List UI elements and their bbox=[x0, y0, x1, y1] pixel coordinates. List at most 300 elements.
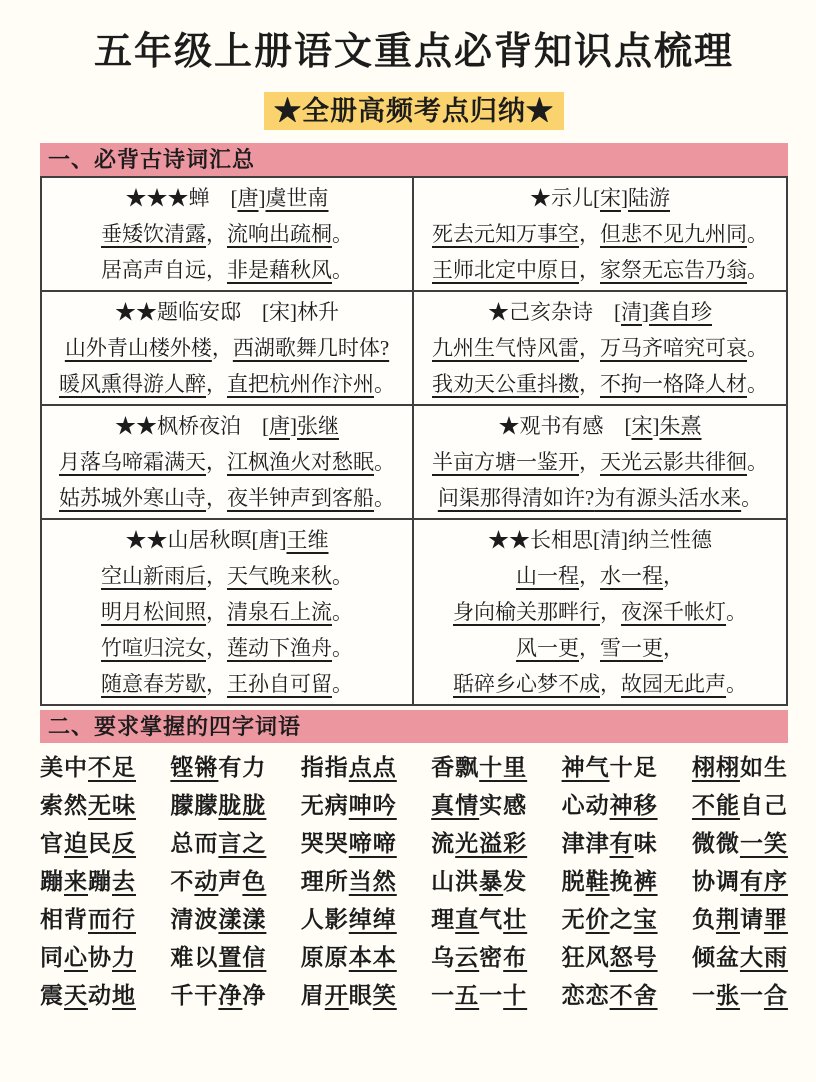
underlined-text: 力 bbox=[112, 945, 136, 970]
plain-text: 味 bbox=[633, 831, 658, 856]
plain-text: ， bbox=[579, 222, 600, 246]
underlined-text: 唐 bbox=[237, 186, 259, 210]
underlined-text: 张继 bbox=[297, 414, 339, 438]
underlined-text: 净 bbox=[218, 983, 243, 1008]
plain-text: 一 bbox=[479, 983, 504, 1008]
underlined-text: 价 bbox=[585, 907, 610, 932]
underlined-text: 天气晚来秋 bbox=[227, 564, 332, 588]
underlined-text: 天 bbox=[64, 983, 88, 1008]
underlined-text: 江枫渔火对愁眠 bbox=[227, 450, 374, 474]
plain-text: 。 bbox=[332, 222, 353, 246]
plain-text: ， bbox=[206, 486, 227, 510]
plain-text: ★观书有感 [ bbox=[498, 414, 632, 438]
poem-line bbox=[46, 330, 408, 366]
plain-text: 。 bbox=[374, 372, 395, 396]
word-item bbox=[170, 977, 266, 1015]
word-item bbox=[170, 939, 266, 977]
word-item bbox=[562, 825, 658, 863]
underlined-text: 十 bbox=[503, 983, 528, 1008]
word-grid bbox=[40, 749, 788, 1015]
plain-text: 清波 bbox=[170, 907, 219, 932]
plain-text: 。 bbox=[374, 450, 395, 474]
word-item bbox=[301, 863, 397, 901]
plain-text: 居高声自远， bbox=[101, 258, 227, 282]
underlined-text: 暴 bbox=[479, 869, 504, 894]
plain-text: 自己 bbox=[739, 793, 788, 818]
underlined-text: 万马齐喑究可哀 bbox=[600, 336, 747, 360]
plain-text: 。 bbox=[332, 672, 353, 696]
plain-text: 挽 bbox=[609, 869, 634, 894]
page-title: 五年级上册语文重点必背知识点梳理 bbox=[93, 31, 734, 73]
word-item bbox=[170, 825, 266, 863]
poem-line bbox=[46, 444, 408, 480]
underlined-text: 地 bbox=[112, 983, 136, 1008]
plain-text: ， bbox=[211, 336, 233, 360]
underlined-text: 死去元知万事空 bbox=[432, 222, 579, 246]
underlined-text: 五 bbox=[455, 983, 480, 1008]
poem-table bbox=[40, 176, 788, 706]
plain-text: ， bbox=[579, 564, 600, 588]
plain-text: 有力 bbox=[218, 755, 267, 780]
word-item bbox=[431, 787, 527, 825]
word-item bbox=[431, 977, 527, 1015]
plain-text: 十足 bbox=[609, 755, 658, 780]
plain-text: ★★山居秋暝[唐] bbox=[125, 528, 287, 552]
plain-text: 原原 bbox=[300, 945, 349, 970]
underlined-text: 笑 bbox=[372, 983, 397, 1008]
underlined-text: 夜深千帐灯 bbox=[621, 600, 726, 624]
poem-line bbox=[46, 252, 408, 288]
plain-text: 微微 bbox=[691, 831, 740, 856]
plain-text: 。 bbox=[747, 336, 768, 360]
poem-title bbox=[46, 522, 408, 558]
word-item bbox=[40, 901, 136, 939]
word-item bbox=[562, 787, 658, 825]
poem-title bbox=[418, 522, 782, 558]
word-item bbox=[40, 863, 136, 901]
poem-line bbox=[46, 630, 408, 666]
plain-text: 一 bbox=[691, 983, 716, 1008]
poem-cell bbox=[414, 178, 786, 292]
plain-text: ] bbox=[258, 186, 266, 210]
plain-text: ， bbox=[579, 636, 600, 660]
word-item bbox=[562, 901, 658, 939]
poem-line bbox=[418, 594, 782, 630]
plain-text: 动 bbox=[88, 983, 112, 1008]
plain-text: 人影 bbox=[300, 907, 349, 932]
plain-text: 。 bbox=[726, 600, 747, 624]
underlined-text: 身向榆关那畔行 bbox=[453, 600, 600, 624]
underlined-text: 点点 bbox=[348, 755, 397, 780]
plain-text: 朦朦 bbox=[170, 793, 219, 818]
poem-cell bbox=[42, 292, 414, 406]
plain-text: ， bbox=[206, 636, 227, 660]
word-row bbox=[40, 977, 788, 1015]
underlined-text: 月落乌啼霜满天 bbox=[59, 450, 206, 474]
underlined-text: 呻吟 bbox=[348, 793, 397, 818]
underlined-text: 十里 bbox=[479, 755, 528, 780]
word-item bbox=[40, 939, 136, 977]
underlined-text: 天光云影共徘徊 bbox=[600, 450, 747, 474]
word-item bbox=[431, 863, 527, 901]
word-item bbox=[431, 901, 527, 939]
word-item bbox=[562, 863, 658, 901]
plain-text: 脱 bbox=[561, 869, 586, 894]
poem-line bbox=[418, 558, 782, 594]
poem-line bbox=[418, 444, 782, 480]
underlined-text: 壮 bbox=[503, 907, 528, 932]
underlined-text: 直把杭州作汴州 bbox=[227, 372, 374, 396]
underlined-text: 光溢彩 bbox=[455, 831, 528, 856]
underlined-text: 去 bbox=[112, 869, 136, 894]
plain-text: 蹦 bbox=[88, 869, 112, 894]
underlined-text: 漾漾 bbox=[218, 907, 267, 932]
underlined-text: 王维 bbox=[286, 528, 329, 552]
plain-text: 蹦 bbox=[40, 869, 64, 894]
underlined-text: 不舍 bbox=[609, 983, 658, 1008]
plain-text: 协 bbox=[88, 945, 112, 970]
underlined-text: 我劝天公重抖擞 bbox=[432, 372, 579, 396]
underlined-text: 神移 bbox=[609, 793, 658, 818]
word-row bbox=[40, 787, 788, 825]
word-item bbox=[692, 901, 788, 939]
underlined-text: 暖风熏得游人醉 bbox=[59, 372, 206, 396]
underlined-text: 开 bbox=[324, 983, 349, 1008]
plain-text: 请 bbox=[739, 907, 764, 932]
plain-text: 理所 bbox=[300, 869, 349, 894]
plain-text: 发 bbox=[503, 869, 528, 894]
underlined-text: 心 bbox=[64, 945, 88, 970]
word-item bbox=[301, 977, 397, 1015]
plain-text: ， bbox=[579, 336, 600, 360]
word-row bbox=[40, 863, 788, 901]
underlined-text: 大雨 bbox=[739, 945, 788, 970]
plain-text: 美中 bbox=[40, 755, 88, 780]
word-item bbox=[40, 787, 136, 825]
plain-text: 负 bbox=[691, 907, 716, 932]
underlined-text: 清泉石上流 bbox=[227, 600, 332, 624]
underlined-text: 真情 bbox=[431, 793, 480, 818]
plain-text: 民 bbox=[88, 831, 112, 856]
underlined-text: 张 bbox=[715, 983, 740, 1008]
word-item bbox=[431, 825, 527, 863]
plain-text: 如生 bbox=[739, 755, 788, 780]
plain-text: 恋恋 bbox=[561, 983, 610, 1008]
underlined-text: 空山新雨后 bbox=[101, 564, 206, 588]
poem-title bbox=[418, 180, 782, 216]
underlined-text: 宋 bbox=[631, 414, 653, 438]
word-item bbox=[692, 787, 788, 825]
plain-text: 索然 bbox=[40, 793, 88, 818]
word-row bbox=[40, 825, 788, 863]
underlined-text: 陆游 bbox=[628, 186, 670, 210]
plain-text: ， bbox=[206, 564, 227, 588]
plain-text: 协调 bbox=[691, 869, 740, 894]
underlined-text: 山一程 bbox=[516, 564, 579, 588]
underlined-text: 姑苏城外寒山寺 bbox=[59, 486, 206, 510]
plain-text: 。 bbox=[332, 258, 353, 282]
underlined-text: 胧胧 bbox=[218, 793, 267, 818]
plain-text: ] bbox=[652, 414, 660, 438]
word-item bbox=[692, 749, 788, 787]
word-item bbox=[40, 977, 136, 1015]
poem-cell bbox=[414, 520, 786, 704]
word-item bbox=[301, 939, 397, 977]
underlined-text: 随意春芳歇 bbox=[101, 672, 206, 696]
poem-title bbox=[46, 408, 408, 444]
plain-text: 。 bbox=[747, 222, 768, 246]
underlined-text: 王师北定中原日 bbox=[432, 258, 579, 282]
plain-text: 哭哭 bbox=[300, 831, 349, 856]
plain-text: 难以 bbox=[170, 945, 219, 970]
underlined-text: 当然 bbox=[348, 869, 397, 894]
plain-text: 实感 bbox=[479, 793, 528, 818]
plain-text: 。 bbox=[726, 672, 747, 696]
plain-text: ， bbox=[206, 672, 227, 696]
plain-text: 同 bbox=[40, 945, 64, 970]
section-2-header: 二、要求掌握的四字词语 bbox=[40, 710, 788, 743]
underlined-text: 九州生气恃风雷 bbox=[432, 336, 579, 360]
underlined-text: 明月松间照 bbox=[101, 600, 206, 624]
plain-text: 声 bbox=[218, 869, 243, 894]
plain-text: 密 bbox=[479, 945, 504, 970]
underlined-text: 有 bbox=[609, 831, 634, 856]
poem-line bbox=[418, 666, 782, 702]
plain-text: ] bbox=[621, 186, 628, 210]
underlined-text: 有序 bbox=[739, 869, 788, 894]
underlined-text: 但悲不见九州同 bbox=[600, 222, 747, 246]
worksheet-page bbox=[0, 26, 816, 1015]
plain-text: ， bbox=[579, 258, 600, 282]
underlined-text: 不拘一格降人材 bbox=[600, 372, 747, 396]
plain-text: ★己亥杂诗 [ bbox=[488, 300, 621, 324]
poem-cell bbox=[42, 178, 414, 292]
plain-text: ] bbox=[642, 300, 649, 324]
underlined-text: 宝 bbox=[633, 907, 658, 932]
word-item bbox=[692, 977, 788, 1015]
underlined-text: 竹喧归浣女 bbox=[101, 636, 206, 660]
plain-text: 。 bbox=[747, 450, 768, 474]
poem-title bbox=[418, 294, 782, 330]
underlined-text: 夜半钟声到客船 bbox=[227, 486, 374, 510]
plain-text: ， bbox=[206, 600, 227, 624]
plain-text: ， bbox=[663, 564, 684, 588]
plain-text: 流 bbox=[431, 831, 456, 856]
plain-text: 。 bbox=[332, 564, 353, 588]
page-subtitle-highlight: ★全册高频考点归纳★ bbox=[264, 92, 564, 130]
poem-line bbox=[46, 666, 408, 702]
underlined-text: 合 bbox=[763, 983, 788, 1008]
poem-title bbox=[46, 294, 408, 330]
poem-line bbox=[46, 594, 408, 630]
underlined-text: 怒号 bbox=[609, 945, 658, 970]
word-item bbox=[301, 901, 397, 939]
underlined-text: 鞋 bbox=[585, 869, 610, 894]
plain-text: 眼 bbox=[348, 983, 373, 1008]
plain-text: 震 bbox=[40, 983, 64, 1008]
plain-text: 总而 bbox=[170, 831, 219, 856]
plain-text: ★★枫桥夜泊 [ bbox=[115, 414, 269, 438]
word-item bbox=[170, 749, 266, 787]
underlined-text: 置信 bbox=[218, 945, 267, 970]
underlined-text: 风一更 bbox=[516, 636, 579, 660]
underlined-text: 反 bbox=[112, 831, 136, 856]
poem-line bbox=[418, 630, 782, 666]
underlined-text: 虞世南 bbox=[265, 186, 329, 210]
plain-text: 之 bbox=[609, 907, 634, 932]
underlined-text: 聒碎乡心梦不成 bbox=[453, 672, 600, 696]
plain-text: 净 bbox=[242, 983, 267, 1008]
word-item bbox=[692, 939, 788, 977]
plain-text: 心动 bbox=[561, 793, 610, 818]
plain-text: 。 bbox=[332, 636, 353, 660]
underlined-text: 为有源头活水来 bbox=[594, 486, 742, 510]
underlined-text: 龚自珍 bbox=[649, 300, 712, 324]
underlined-text: 直 bbox=[455, 907, 480, 932]
underlined-text: 裤 bbox=[633, 869, 658, 894]
poem-line bbox=[418, 216, 782, 252]
plain-text: 一 bbox=[431, 983, 456, 1008]
word-item bbox=[692, 825, 788, 863]
underlined-text: 栩栩 bbox=[691, 755, 740, 780]
poem-cell bbox=[414, 406, 786, 520]
poem-line bbox=[418, 330, 782, 366]
underlined-text: 故园无此声 bbox=[621, 672, 726, 696]
word-item bbox=[301, 825, 397, 863]
plain-text: ★★★蝉 [ bbox=[125, 186, 238, 210]
underlined-text: 云 bbox=[455, 945, 480, 970]
plain-text: 一 bbox=[739, 983, 764, 1008]
word-row bbox=[40, 939, 788, 977]
underlined-text: 莲动下渔舟 bbox=[227, 636, 332, 660]
word-row bbox=[40, 901, 788, 939]
plain-text: ， bbox=[579, 372, 600, 396]
plain-text: 气 bbox=[479, 907, 504, 932]
underlined-text: 无味 bbox=[88, 793, 136, 818]
underlined-text: 啼啼 bbox=[348, 831, 397, 856]
plain-text: 不 bbox=[170, 869, 195, 894]
underlined-text: 王孙自可留 bbox=[227, 672, 332, 696]
poem-line bbox=[418, 480, 782, 516]
subtitle-wrap bbox=[40, 92, 788, 130]
plain-text: 相背 bbox=[40, 907, 88, 932]
underlined-text: 半亩方塘一鉴开 bbox=[432, 450, 579, 474]
underlined-text: 雪一更 bbox=[600, 636, 663, 660]
underlined-text: 来 bbox=[64, 869, 88, 894]
plain-text: 无 bbox=[561, 907, 586, 932]
plain-text: 无病 bbox=[300, 793, 349, 818]
plain-text: 。 bbox=[747, 372, 768, 396]
word-item bbox=[170, 863, 266, 901]
word-item bbox=[692, 863, 788, 901]
plain-text: ★★长相思[清]纳兰性德 bbox=[488, 528, 712, 552]
underlined-text: 本本 bbox=[348, 945, 397, 970]
underlined-text: 神气 bbox=[561, 755, 610, 780]
poem-cell bbox=[42, 520, 414, 704]
plain-text: 指指 bbox=[300, 755, 349, 780]
word-item bbox=[170, 901, 266, 939]
underlined-text: 山外青山楼外楼 bbox=[64, 336, 212, 360]
plain-text: 。 bbox=[741, 486, 763, 510]
plain-text: ★★题临安邸 [宋]林升 bbox=[115, 300, 339, 324]
word-item bbox=[431, 939, 527, 977]
underlined-text: 朱熹 bbox=[659, 414, 702, 438]
plain-text: 官 bbox=[40, 831, 64, 856]
poem-line bbox=[46, 480, 408, 516]
plain-text: 千干 bbox=[170, 983, 219, 1008]
underlined-text: 垂矮饮清露 bbox=[101, 222, 206, 246]
word-row bbox=[40, 749, 788, 787]
underlined-text: 宋 bbox=[600, 186, 621, 210]
underlined-text: 非是藉秋风 bbox=[227, 258, 332, 282]
plain-text: ， bbox=[206, 222, 227, 246]
underlined-text: 迫 bbox=[64, 831, 88, 856]
underlined-text: 不足 bbox=[88, 755, 136, 780]
plain-text: 香飘 bbox=[431, 755, 480, 780]
underlined-text: 流响出疏桐 bbox=[227, 222, 332, 246]
plain-text: 狂风 bbox=[561, 945, 610, 970]
poem-cell bbox=[42, 406, 414, 520]
poem-line bbox=[46, 216, 408, 252]
underlined-text: 罪 bbox=[763, 907, 788, 932]
poem-title bbox=[46, 180, 408, 216]
poem-line bbox=[46, 558, 408, 594]
underlined-text: 言之 bbox=[218, 831, 267, 856]
plain-text: 倾盆 bbox=[691, 945, 740, 970]
underlined-text: 布 bbox=[503, 945, 528, 970]
underlined-text: 西湖歌舞几时体? bbox=[232, 336, 390, 360]
plain-text: 。 bbox=[374, 486, 395, 510]
underlined-text: 色 bbox=[242, 869, 267, 894]
plain-text: ， bbox=[600, 672, 621, 696]
word-item bbox=[562, 749, 658, 787]
poem-line bbox=[46, 366, 408, 402]
underlined-text: 一笑 bbox=[739, 831, 788, 856]
word-item bbox=[301, 787, 397, 825]
plain-text: ] bbox=[290, 414, 297, 438]
underlined-text: 荆 bbox=[715, 907, 740, 932]
word-item bbox=[562, 939, 658, 977]
poem-line bbox=[418, 252, 782, 288]
word-item bbox=[301, 749, 397, 787]
section-1-header: 一、必背古诗词汇总 bbox=[40, 143, 788, 176]
word-item bbox=[431, 749, 527, 787]
underlined-text: 而行 bbox=[88, 907, 136, 932]
plain-text: 山洪 bbox=[431, 869, 480, 894]
underlined-text: 水一程 bbox=[600, 564, 663, 588]
plain-text: ， bbox=[206, 372, 227, 396]
plain-text: ， bbox=[579, 450, 600, 474]
underlined-text: 不能 bbox=[691, 793, 740, 818]
plain-text: ， bbox=[663, 636, 684, 660]
plain-text: 津津 bbox=[561, 831, 610, 856]
plain-text: ， bbox=[206, 450, 227, 474]
plain-text: 。 bbox=[747, 258, 768, 282]
underlined-text: 家祭无忘告乃翁 bbox=[600, 258, 747, 282]
word-item bbox=[170, 787, 266, 825]
word-item bbox=[40, 749, 136, 787]
poem-line bbox=[418, 366, 782, 402]
underlined-text: 清 bbox=[621, 300, 642, 324]
poem-title bbox=[418, 408, 782, 444]
plain-text: 理 bbox=[431, 907, 456, 932]
underlined-text: 铿锵 bbox=[170, 755, 219, 780]
plain-text: 眉 bbox=[300, 983, 325, 1008]
word-item bbox=[40, 825, 136, 863]
underlined-text: 唐 bbox=[269, 414, 290, 438]
plain-text: ， bbox=[600, 600, 621, 624]
plain-text: 乌 bbox=[431, 945, 456, 970]
